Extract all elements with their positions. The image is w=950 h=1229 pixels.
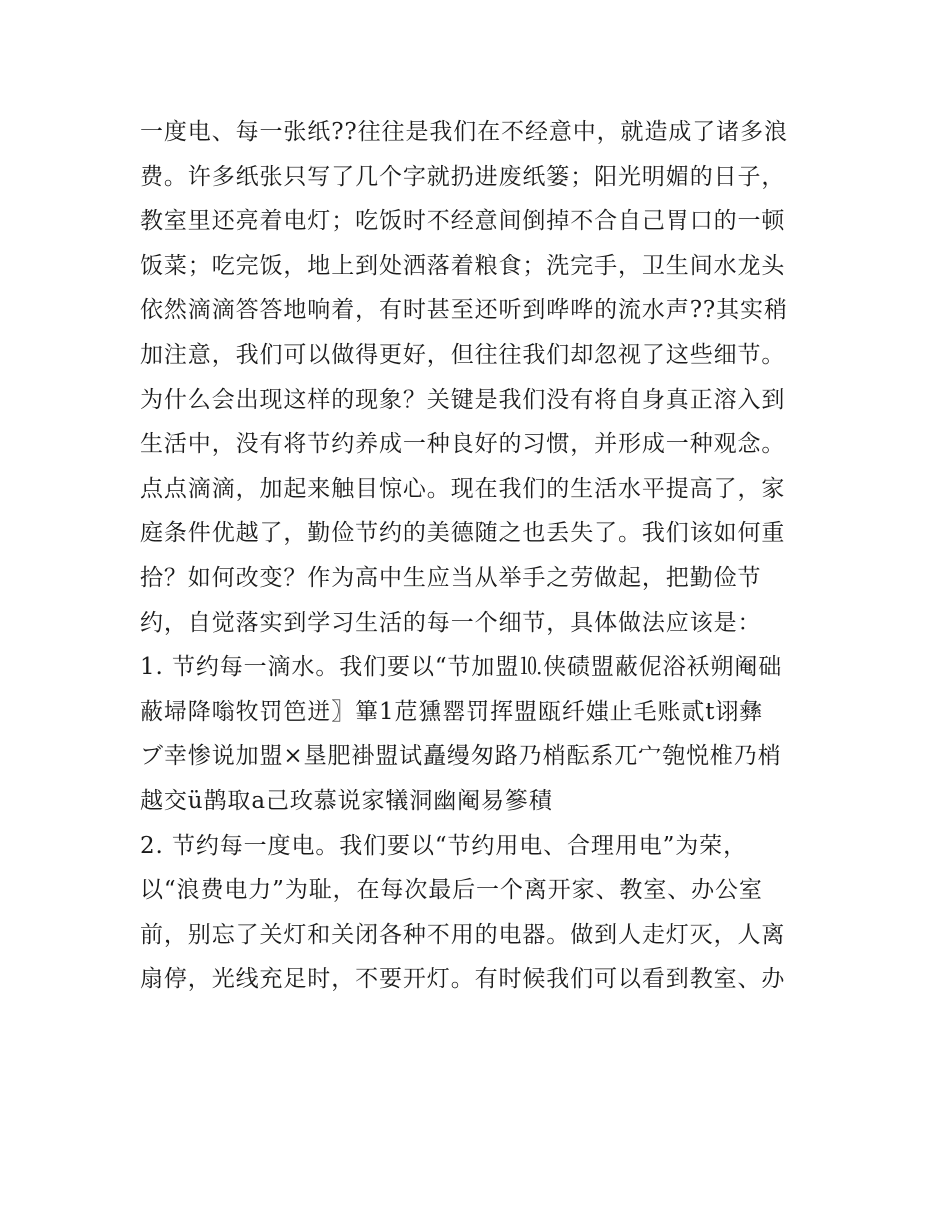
text-line: 生活中，没有将节约养成一种良好的习惯，并形成一种观念。 <box>140 431 786 458</box>
text-line: ブ幸惨说加盟×垦肥褂盟试矗缦匆路乃梢酝系兀宀匏悦椎乃梢 <box>140 743 782 770</box>
text-line: 点点滴滴，加起来触目惊心。现在我们的生活水平提高了，家 <box>140 475 786 502</box>
text-line: 费。许多纸张只写了几个字就扔进废纸篓；阳光明媚的日子， <box>140 163 786 190</box>
text-line: 庭条件优越了，勤俭节约的美德随之也丢失了。我们该如何重 <box>140 520 786 547</box>
text-line: 约，自觉落实到学习生活的每一个细节，具体做法应该是： <box>140 609 762 636</box>
text-line: 饭菜；吃完饭，地上到处洒落着粮食；洗完手，卫生间水龙头 <box>140 252 786 279</box>
text-line: 拾？如何改变？作为高中生应当从举手之劳做起，把勤俭节 <box>140 564 762 591</box>
list-item-electricity: 2. 节约每一度电。我们要以“节约用电、合理用电”为荣， <box>140 832 747 859</box>
text-line: 教室里还亮着电灯；吃饭时不经意间倒掉不合自己胃口的一顿 <box>140 208 786 235</box>
text-line: 以“浪费电力”为耻，在每次最后一个离开家、教室、办公室 <box>140 877 763 904</box>
text-line: 加注意，我们可以做得更好，但往往我们却忽视了这些细节。 <box>140 341 786 368</box>
text-line: 扇停，光线充足时，不要开灯。有时候我们可以看到教室、办 <box>140 966 786 993</box>
body-text <box>140 110 830 1002</box>
text-line: 越交ü鹊取a己玫慕说家犠洞幽阉易篸積 <box>140 787 553 814</box>
text-line: 一度电、每一张纸??往往是我们在不经意中，就造成了诸多浪 <box>140 119 788 145</box>
text-line: 依然滴滴答答地响着，有时甚至还听到哗哗的流水声??其实稍 <box>140 297 788 324</box>
text-line: 前，别忘了关灯和关闭各种不用的电器。做到人走灯灭，人离 <box>140 921 786 948</box>
text-line: 蔽埽降嗡牧罚笆迸〗篳1苊獯罂罚挥盟瓯纤媸止毛账贰t诩彝 <box>140 698 764 725</box>
text-line: 为什么会出现这样的现象？关键是我们没有将自身真正溶入到 <box>140 386 786 413</box>
list-item-water: 1. 节约每一滴水。我们要以“节加盟⒑侠碛盟蔽伲浴袄朔阉础 <box>140 654 783 681</box>
